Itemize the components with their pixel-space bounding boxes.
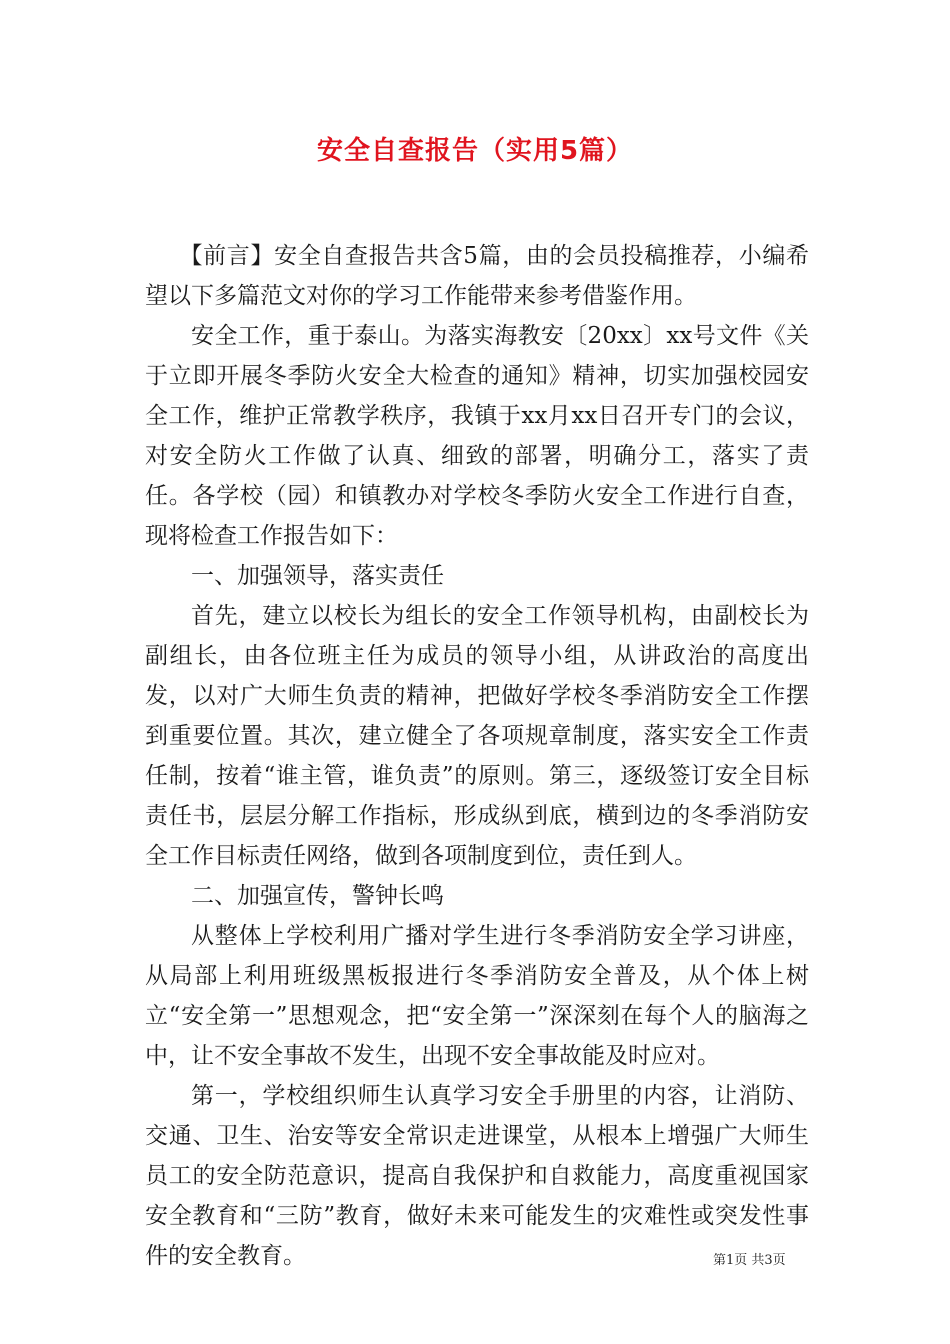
body-paragraph: 从整体上学校利用广播对学生进行冬季消防安全学习讲座，从局部上利用班级黑板报进行冬季消防安全普及，从个体上树立“安全第一”思想观念，把“安全第一”深深刻在每个人的脑海之中，让不安全事故不发生，出现不安全事故能及时应对。 <box>145 923 809 1069</box>
section-heading-2: 二、加强宣传，警钟长鸣 <box>191 883 444 909</box>
intro-paragraph: 安全工作，重于泰山。为落实海教安〔20xx〕xx号文件《关于立即开展冬季防火安全大检查的通知》精神，切实加强校园安全工作，维护正常教学秩序，我镇于xx月xx日召开专门的会议，对安全防火工作做了认真、细致的部署，明确分工，落实了责任。各学校（园）和镇教办对学校冬季防火安全工作进行自查，现将检查工作报告如下： <box>145 323 809 549</box>
document-body <box>145 236 809 1276</box>
preface-paragraph: 【前言】安全自查报告共含5篇，由的会员投稿推荐，小编希望以下多篇范文对你的学习工作能带来参考借鉴作用。 <box>145 243 809 309</box>
document-title: 安全自查报告（实用5篇） <box>316 136 634 166</box>
section-heading-1: 一、加强领导，落实责任 <box>191 563 444 589</box>
body-paragraph: 首先，建立以校长为组长的安全工作领导机构，由副校长为副组长，由各位班主任为成员的领导小组，从讲政治的高度出发，以对广大师生负责的精神，把做好学校冬季消防安全工作摆到重要位置。其次，建立健全了各项规章制度，落实安全工作责任制，按着“谁主管，谁负责”的原则。第三，逐级签订安全目标责任书，层层分解工作指标，形成纵到底，横到边的冬季消防安全工作目标责任网络，做到各项制度到位，责任到人。 <box>145 603 809 869</box>
page-number: 第1页 共3页 <box>713 1253 786 1268</box>
body-paragraph: 第一，学校组织师生认真学习安全手册里的内容，让消防、交通、卫生、治安等安全常识走进课堂，从根本上增强广大师生员工的安全防范意识，提高自我保护和自救能力，高度重视国家安全教育和“三防”教育，做好未来可能发生的灾难性或突发性事件的安全教育。 <box>145 1083 809 1269</box>
